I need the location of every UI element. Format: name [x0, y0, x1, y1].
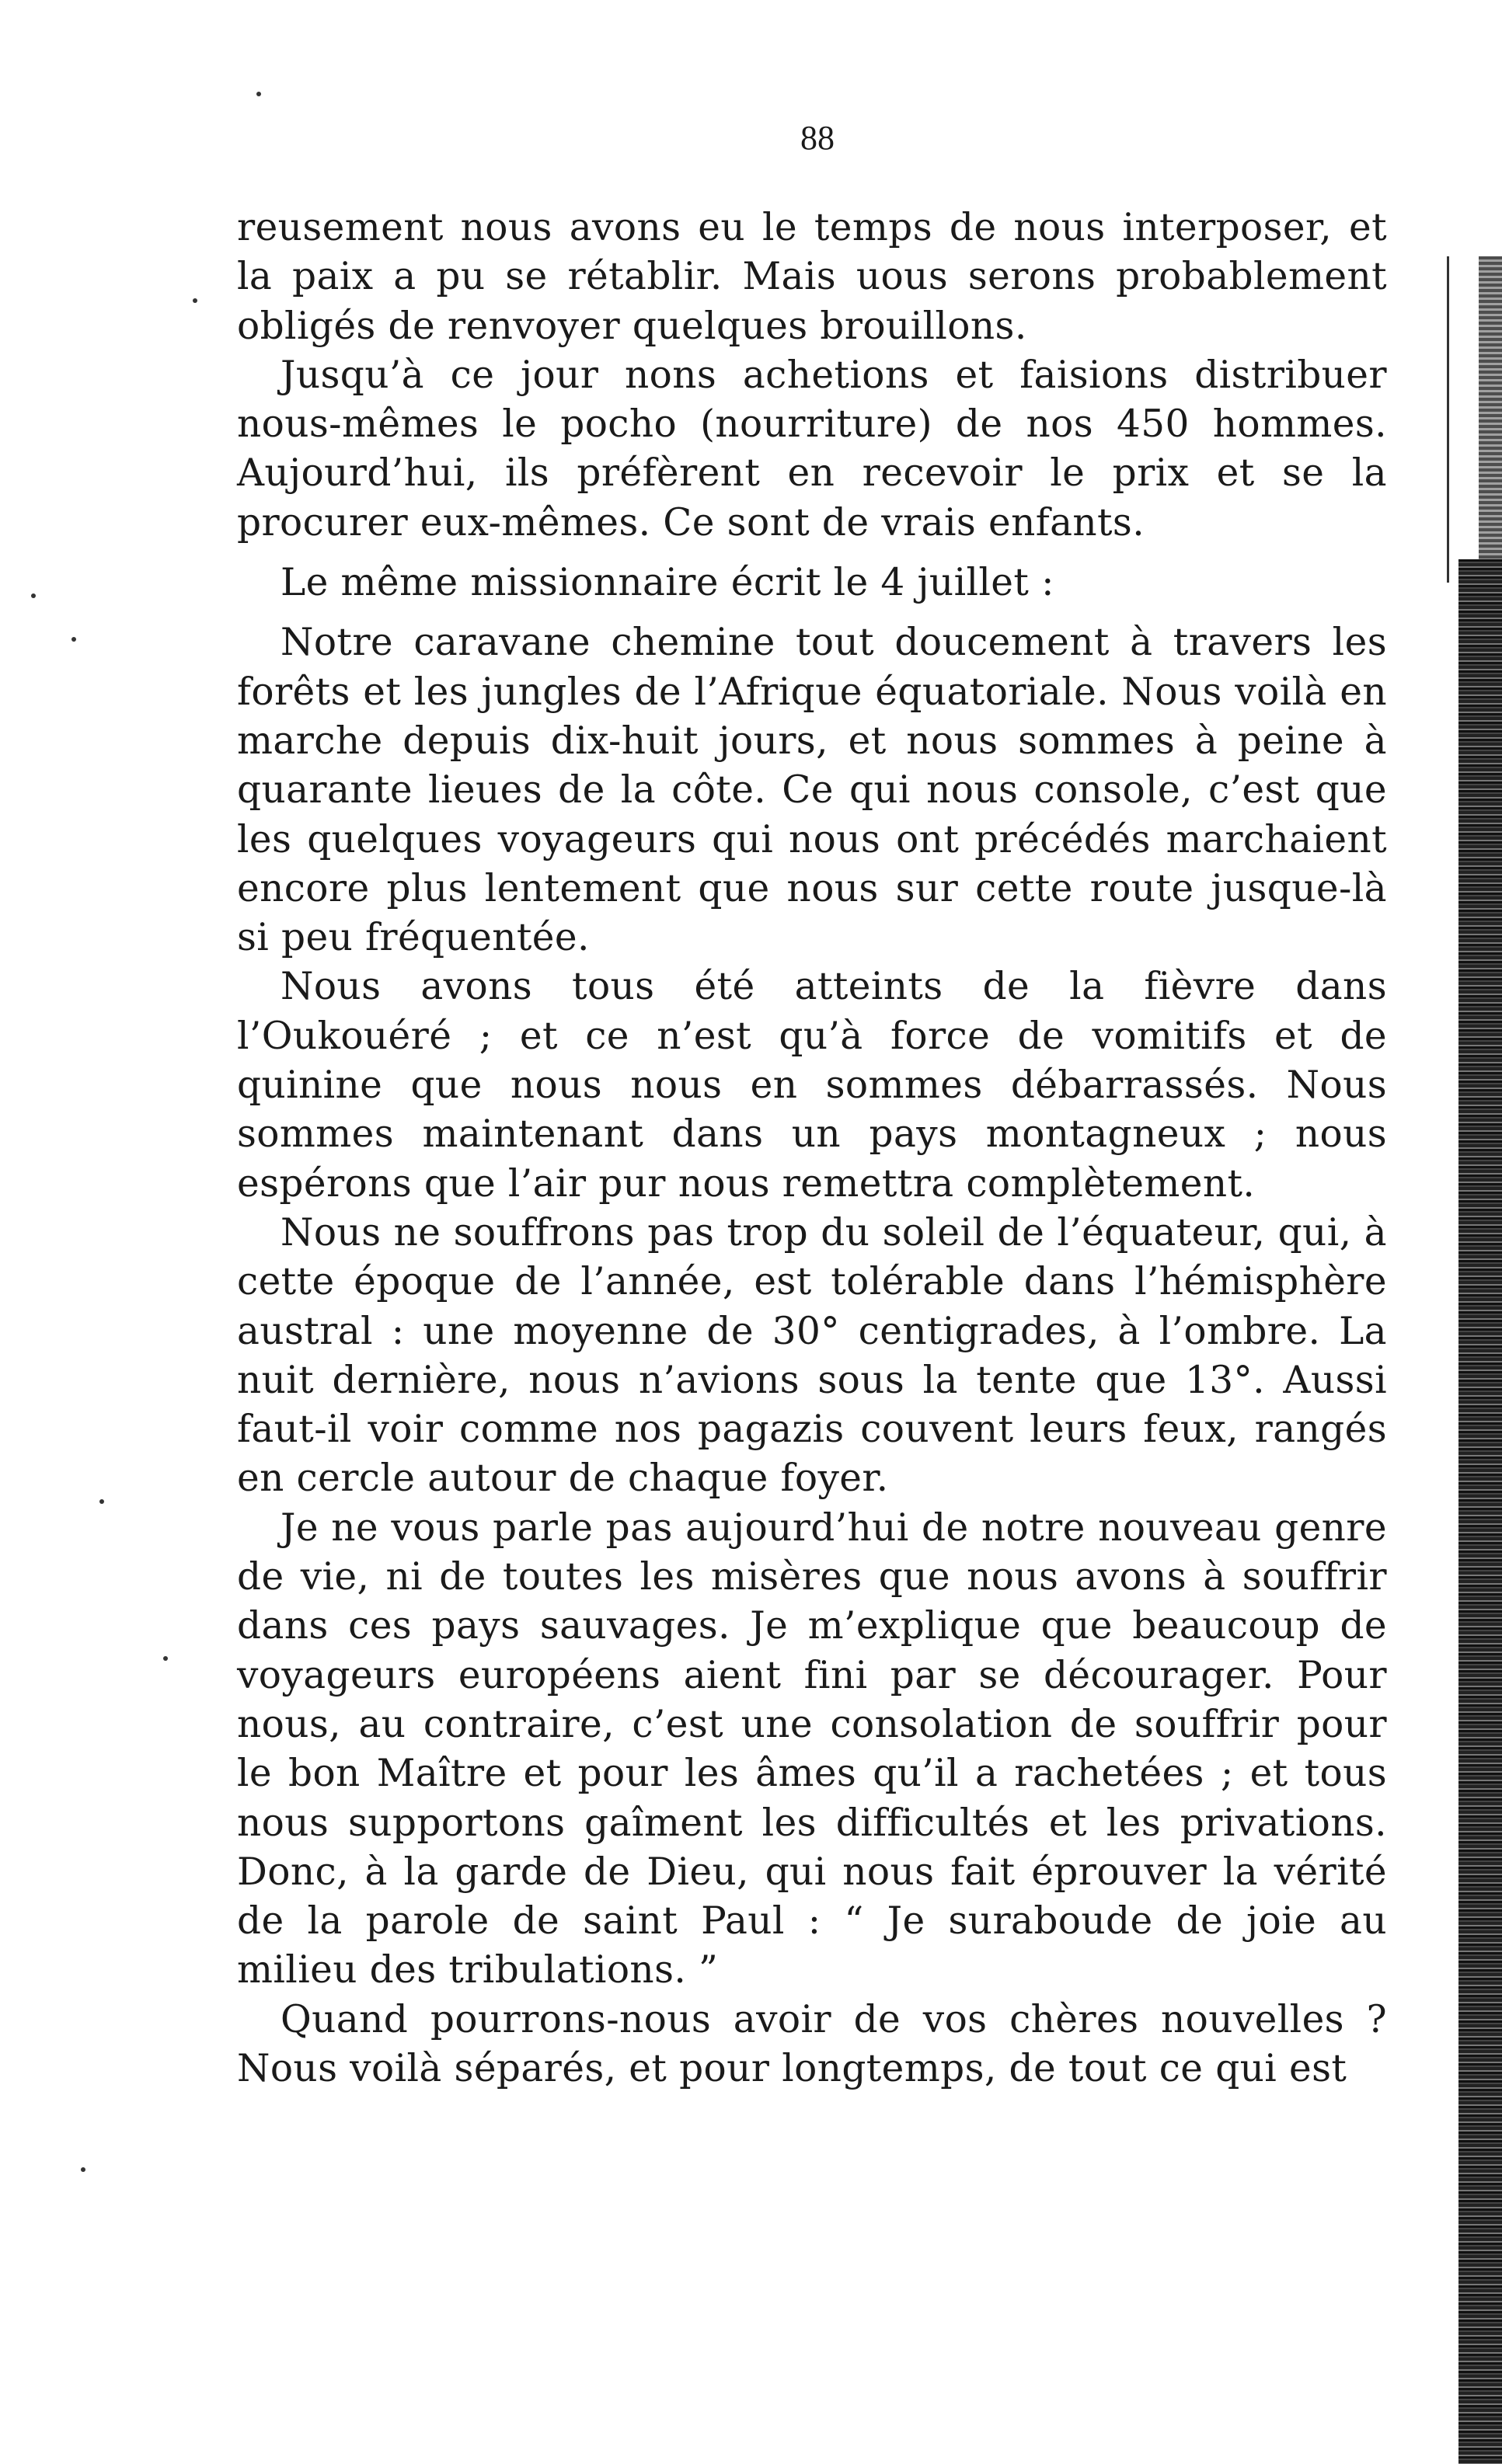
page-number: 88 — [800, 119, 835, 157]
paragraph-intro: Le même missionnaire écrit le 4 juillet : — [281, 561, 1054, 605]
paragraph: Nous ne souffrons pas trop du soleil de l’équateur, qui, à cette époque de l’année, est tolérable dans l’hémisphère austral : une moyenne de 30° centigrades, à l’ombre. La nuit dernière, nous n’avions sous la tente que 13°. Aussi faut-il voir comme nos pagazis couvent leurs feux, rangés en cercle autour de chaque foyer. — [237, 1210, 1387, 1501]
paragraph: Je ne vous parle pas aujourd’hui de notre nouveau genre de vie, ni de toutes les misères que nous avons à souffrir dans ces pays sauvages. Je m’explique que beaucoup de voyageurs européens aient fini par se décourager. Pour nous, au contraire, c’est une consolation de souffrir pour le bon Maître et pour les âmes qu’il a rachetées ; et tous nous supportons gaîment les difficultés et les privations. Donc, à la garde de Dieu, qui nous fait éprouver la vérité de la parole de saint Paul : “ Je suraboude de joie au milieu des tribulations. ” — [237, 1505, 1387, 1992]
paragraph-last: Quand pourrons-nous avoir de vos chères nouvelles ? Nous voilà séparés, et pour longtemps, de tout ce qui est — [237, 1997, 1387, 2090]
scan-speck — [163, 1656, 168, 1661]
scan-edge-shadow — [1458, 559, 1502, 2464]
scan-speck — [256, 92, 261, 96]
paragraph-continued: reusement nous avons eu le temps de nous interposer, et la paix a pu se rétablir. Mais uous serons probablement obligés de renvoyer quelques brouillons. — [237, 206, 1387, 348]
paragraph: Notre caravane chemine tout doucement à travers les forêts et les jungles de l’Afrique équatoriale. Nous voilà en marche depuis dix-huit jours, et nous sommes à peine à quarante lieues de la côte. Ce qui nous console, c’est que les quelques voyageurs qui nous ont précédés marchaient encore plus lentement que nous sur cette route jusque-là si peu fréquentée. — [237, 621, 1387, 960]
scan-speck — [99, 1499, 104, 1504]
scan-edge-line — [1447, 256, 1449, 583]
paragraph: Jusqu’à ce jour nons achetions et faisions distribuer nous-mêmes le pocho (nourriture) de nos 450 hommes. Aujourd’hui, ils préfèrent en recevoir le prix et se la procurer eux-mêmes. Ce sont de vrais enfants. — [237, 353, 1387, 545]
body-text — [237, 204, 1387, 2093]
scan-speck — [71, 637, 76, 642]
scan-speck — [81, 2167, 85, 2172]
scan-speck — [193, 298, 197, 303]
scan-edge-shadow-top — [1479, 256, 1502, 567]
scan-speck — [31, 593, 36, 598]
paragraph: Nous avons tous été atteints de la fièvre dans l’Oukouéré ; et ce n’est qu’à force de vomitifs et de quinine que nous nous en sommes débarrassés. Nous sommes maintenant dans un pays montagneux ; nous espérons que l’air pur nous remettra complètement. — [237, 965, 1387, 1206]
